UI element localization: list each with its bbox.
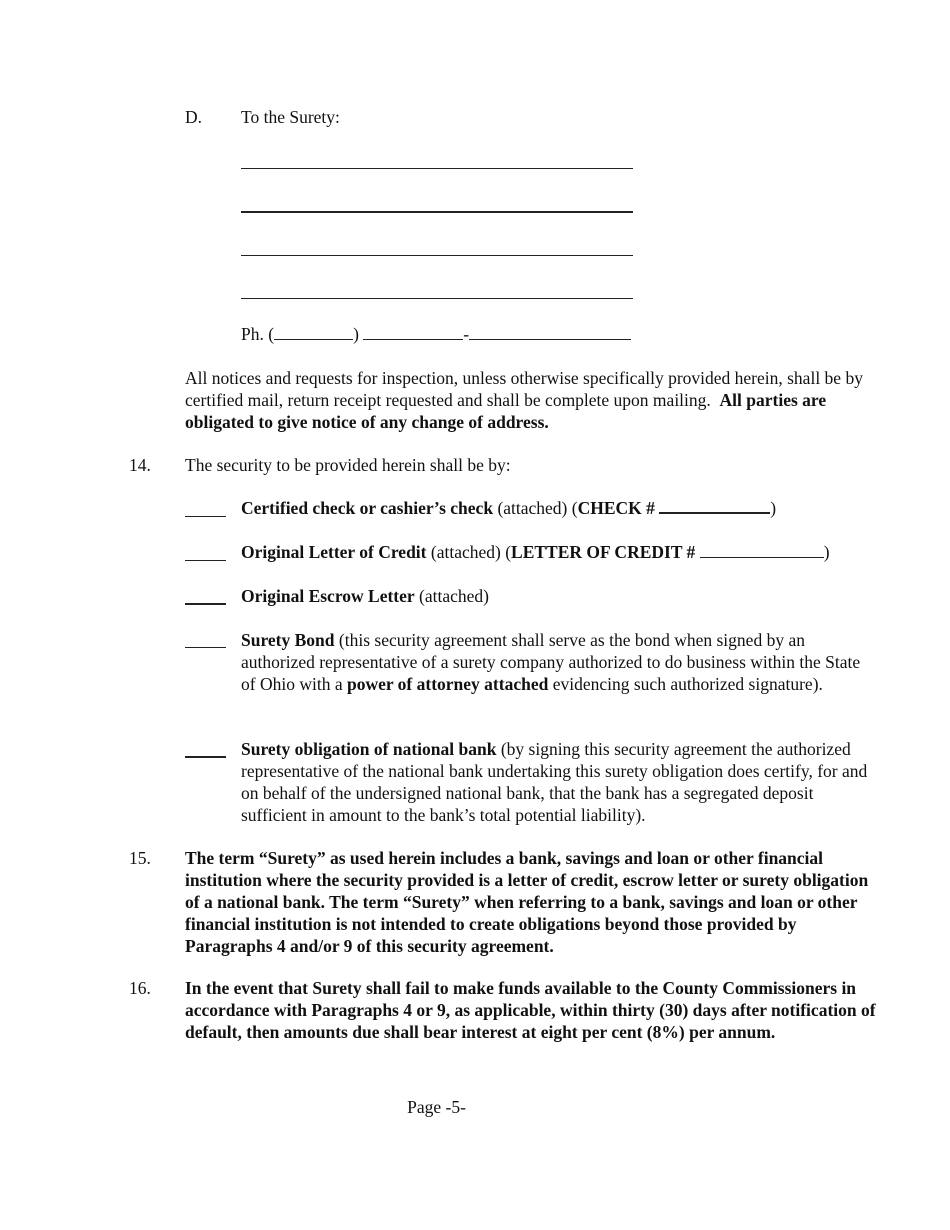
phone-row [241,323,631,345]
option-loc-number-label: LETTER OF CREDIT # [511,542,696,562]
item-14-number: 14. [129,455,151,475]
item-15-number: 15. [129,848,151,868]
option-bond-normal-2: evidencing such authorized signature). [548,674,823,694]
phone-close-paren: ) [353,324,359,344]
option-check-normal: (attached) ( [493,498,578,518]
item-14-text: The security to be provided herein shall be by: [185,455,511,475]
option-national [241,738,873,826]
item-15-text: The term “Surety” as used herein includes a bank, savings and loan or other financial institution where the security provided is a letter of credit, escrow letter or surety obligation of a national bank. The term “Surety” when referring to a bank, savings and loan or other financial institution is not intended to create obligations beyond those provided by Paragraphs 4 and/or 9 of this security agreement. [185,848,869,956]
option-bond-bold: Surety Bond [241,630,335,650]
option-national-bold: Surety obligation of national bank [241,739,497,759]
option-loc [241,541,891,563]
section-d-label: To the Surety: [241,107,340,127]
section-d-marker: D. [185,107,203,127]
option-loc-normal: (attached) ( [426,542,512,562]
phone-exchange-blank[interactable] [363,324,463,340]
option-bond-bold-2: power of attorney attached [346,674,549,694]
item-16-number: 16. [129,978,151,998]
phone-area-code-blank[interactable] [274,324,353,340]
notice-paragraph [185,367,875,433]
option-bond [241,629,871,695]
option-loc-bold: Original Letter of Credit [241,542,427,562]
page-number: Page -5- [407,1097,466,1117]
option-national-checkbox[interactable] [185,756,226,758]
notice-text: All notices and requests for inspection, unless otherwise specifically provided herein, shall be by certified mail, return receipt requested and shall be complete upon mailing. [185,368,863,410]
option-check [241,497,881,519]
option-loc-checkbox[interactable] [185,560,226,561]
address-line-3[interactable] [241,255,633,256]
option-bond-normal-1: (this security agreement shall serve as the bond when signed by an authorized representative of a surety company authorized to do business within the State of Ohio with a [241,630,861,694]
option-check-close: ) [770,498,777,518]
address-line-1[interactable] [241,168,633,169]
address-line-4[interactable] [241,298,633,299]
option-national-normal: (by signing this security agreement the authorized representative of the national bank undertaking this surety obligation does certify, for and on behalf of the undersigned national bank, that the bank has a segregated deposit sufficient in amount to the bank’s total potential liability). [241,739,868,825]
phone-prefix: Ph. ( [241,324,275,344]
option-check-number-label: CHECK # [577,498,655,518]
option-check-checkbox[interactable] [185,516,226,517]
option-escrow-checkbox[interactable] [185,603,226,605]
notice-bold-text: All parties are obligated to give notice of any change of address. [185,390,827,432]
option-bond-checkbox[interactable] [185,647,226,648]
option-loc-close: ) [823,542,830,562]
phone-number-blank[interactable] [469,324,631,340]
option-escrow [241,585,881,607]
option-check-bold: Certified check or cashier’s check [241,498,494,518]
address-line-2[interactable] [241,211,633,213]
loc-number-blank[interactable] [700,542,824,558]
option-escrow-normal: (attached) [414,586,489,606]
option-escrow-bold: Original Escrow Letter [241,586,415,606]
phone-dash: - [463,324,470,344]
item-16-text: In the event that Surety shall fail to make funds available to the County Commissioners in accordance with Paragraphs 4 or 9, as applicable, within thirty (30) days after notification of default, then amounts due shall bear interest at eight per cent (8%) per annum. [185,978,876,1042]
check-number-blank[interactable] [659,497,770,514]
